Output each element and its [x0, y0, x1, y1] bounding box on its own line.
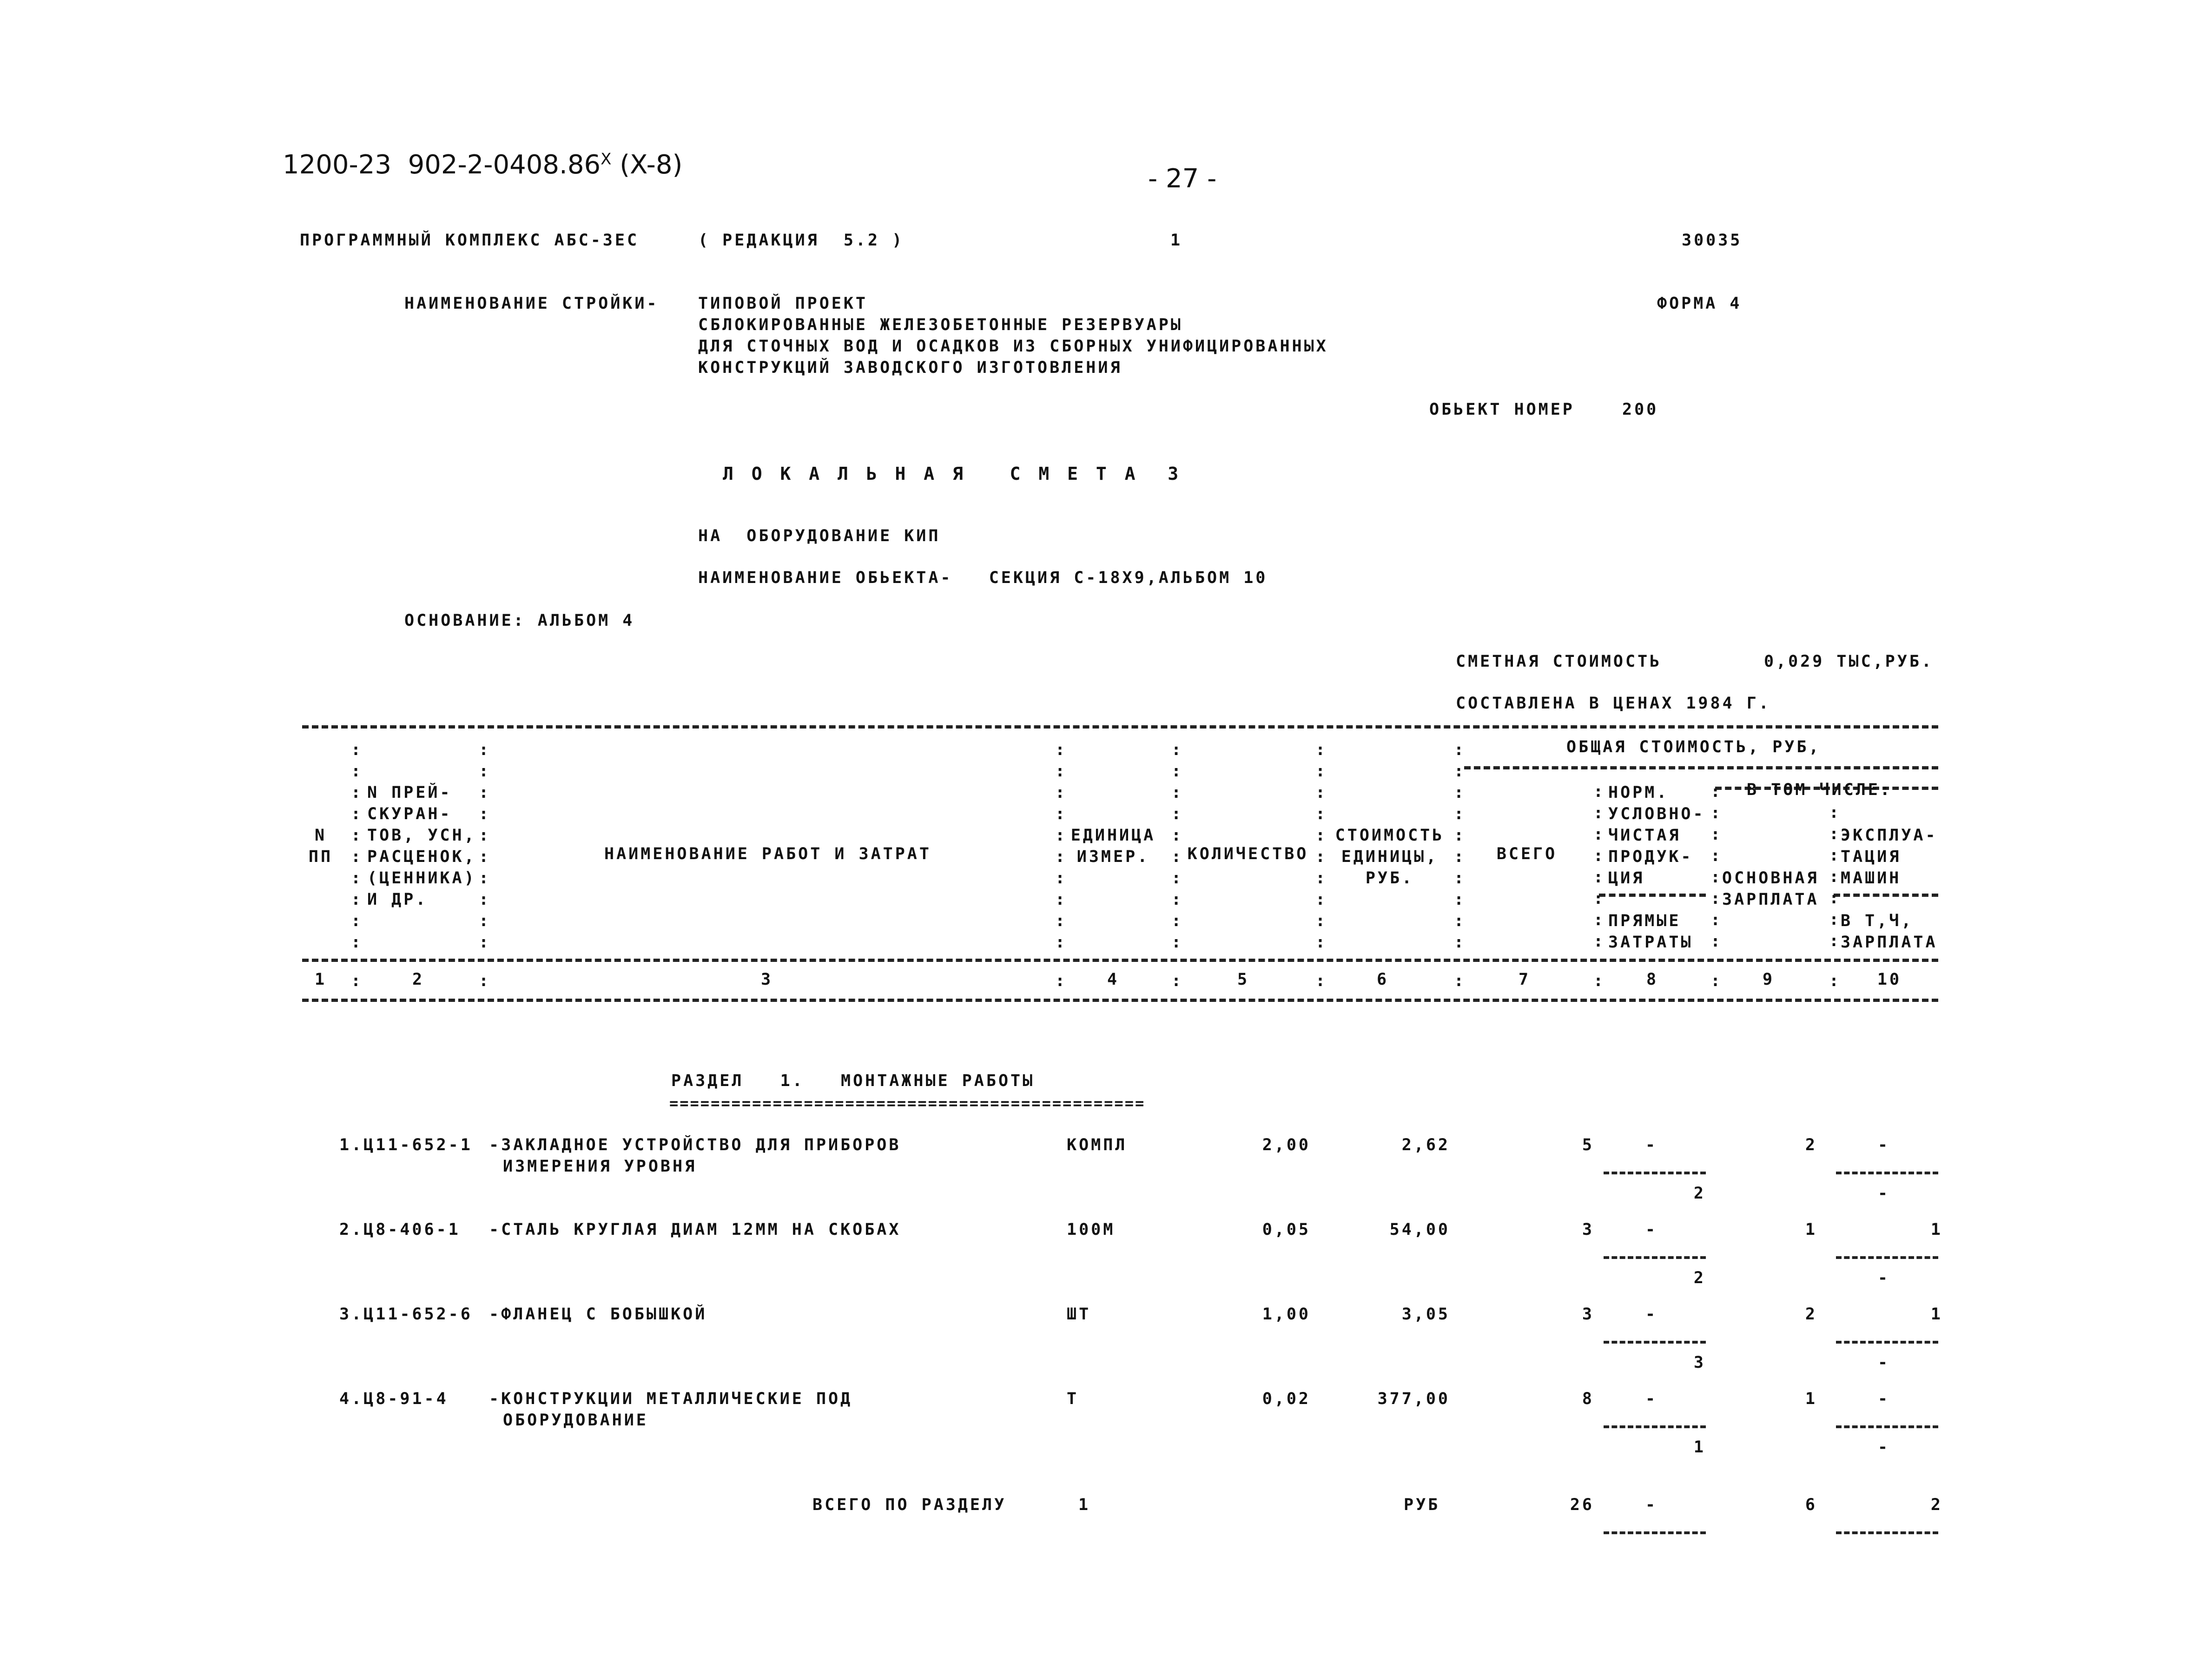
total-machines: 2	[1930, 1496, 1943, 1514]
row-machines: 1	[1930, 1305, 1943, 1324]
header-total-group: ОБЩАЯ СТОИМОСТЬ, РУБ,	[1566, 738, 1821, 756]
header-col1: N ПП	[308, 826, 333, 866]
price-level: СОСТАВЛЕНА В ЦЕНАХ 1984 Г.	[1456, 694, 1771, 713]
row-unit-price: 54,00	[1389, 1220, 1450, 1239]
row-name: -СТАЛЬ КРУГЛАЯ ДИАМ 12ММ НА СКОБАХ	[489, 1220, 901, 1239]
object-name: НАИМЕНОВАНИЕ ОБЬЕКТА- СЕКЦИЯ С-18Х9,АЛЬБОМ 10	[698, 569, 1268, 587]
construction-line-3: ДЛЯ СТОЧНЫХ ВОД И ОСАДКОВ ИЗ СБОРНЫХ УНИФИЦИРОВАННЫХ	[698, 337, 1328, 356]
basis: ОСНОВАНИЕ: АЛЬБОМ 4	[404, 611, 635, 630]
row-quantity: 0,05	[1262, 1220, 1311, 1239]
row-machine-wage: -	[1878, 1353, 1890, 1372]
row-machine-wage: -	[1878, 1438, 1890, 1457]
total-section: 1	[1078, 1496, 1091, 1514]
row-basic-wage: 1	[1805, 1220, 1817, 1239]
col-number-1: 1	[314, 970, 327, 989]
num-sep-1: :	[351, 972, 363, 990]
document-number: 30035	[1682, 231, 1743, 250]
col-separator-2: : : : : : : : : : :	[479, 741, 490, 952]
sheet-number: 1	[1170, 231, 1183, 250]
col-separator-1: : : : : : : : : : :	[351, 741, 363, 952]
row-basic-wage: 1	[1805, 1390, 1817, 1408]
row-code: 4.Ц8-91-4	[339, 1390, 449, 1408]
col-number-7: 7	[1518, 970, 1531, 989]
num-sep-9: :	[1829, 972, 1841, 990]
document-title: Л О К А Л Ь Н А Я С М Е Т А 3	[723, 464, 1182, 484]
table-top-rule	[302, 725, 1938, 729]
row-direct-costs: 3	[1693, 1353, 1706, 1372]
col-separator-3: : : : : : : : : : :	[1055, 741, 1067, 952]
row-basic-wage: 2	[1805, 1136, 1817, 1154]
construction-line-2: СБЛОКИРОВАННЫЕ ЖЕЛЕЗОБЕТОННЫЕ РЕЗЕРВУАРЫ	[698, 316, 1183, 334]
header-including: В ТОМ ЧИСЛЕ:	[1747, 781, 1892, 799]
row-fraction-line	[1604, 1172, 1706, 1174]
row-basic-wage: 2	[1805, 1305, 1817, 1324]
total-nuch: -	[1645, 1496, 1658, 1514]
col-separator-4: : : : : : : : : : :	[1171, 741, 1183, 952]
row-code: 3.Ц11-652-6	[339, 1305, 473, 1324]
col-separator-7: : : : : : : : :	[1593, 782, 1605, 951]
num-sep-4: :	[1171, 972, 1183, 990]
table-header-rule	[302, 959, 1938, 962]
row-direct-costs: 2	[1693, 1269, 1706, 1287]
num-sep-5: :	[1315, 972, 1327, 990]
num-sep-6: :	[1454, 972, 1466, 990]
row-name: -ФЛАНЕЦ С БОБЫШКОЙ	[489, 1305, 707, 1324]
construction-label: НАИМЕНОВАНИЕ СТРОЙКИ-	[404, 294, 659, 313]
row-nuch: -	[1645, 1305, 1658, 1324]
col-number-6: 6	[1376, 970, 1389, 989]
header-col9: ОСНОВНАЯ ЗАРПЛАТА	[1722, 869, 1819, 909]
col-number-4: 4	[1107, 970, 1120, 989]
form-label: ФОРМА 4	[1657, 294, 1742, 313]
row-name: -КОНСТРУКЦИИ МЕТАЛЛИЧЕСКИЕ ПОД	[489, 1390, 853, 1408]
total-fraction-line	[1836, 1531, 1938, 1534]
row-direct-costs: 2	[1693, 1184, 1706, 1203]
col-separator-9: : : : : : : :	[1829, 803, 1841, 950]
table-numbers-rule	[302, 999, 1938, 1002]
row-machine-wage: -	[1878, 1184, 1890, 1203]
row-name-cont: ОБОРУДОВАНИЕ	[503, 1411, 648, 1430]
row-fraction-line	[1604, 1341, 1706, 1344]
row-machine-wage: -	[1878, 1269, 1890, 1287]
page-number: - 27 -	[1148, 164, 1217, 194]
row-unit-price: 3,05	[1401, 1305, 1450, 1324]
num-sep-2: :	[479, 972, 490, 990]
program-name: ПРОГРАММНЫЙ КОМПЛЕКС АБС-3ЕС	[300, 231, 640, 250]
total-fraction-line	[1604, 1531, 1706, 1534]
total-unit: РУБ	[1404, 1496, 1440, 1514]
total-label: ВСЕГО ПО РАЗДЕЛУ	[812, 1496, 1007, 1514]
col-separator-8: : : : : : : : :	[1710, 782, 1722, 951]
col-number-10: 10	[1877, 970, 1902, 989]
row-code: 2.Ц8-406-1	[339, 1220, 461, 1239]
header-col2: N ПРЕЙ- СКУРАН- ТОВ, УСН, РАСЦЕНОК, (ЦЕННИКА) И ДР.	[367, 783, 476, 909]
row-quantity: 1,00	[1262, 1305, 1311, 1324]
row-fraction-line	[1836, 1256, 1938, 1259]
col-number-2: 2	[412, 970, 425, 989]
row-fraction-line	[1836, 1341, 1938, 1344]
num-sep-8: :	[1710, 972, 1722, 990]
header-col3: НАИМЕНОВАНИЕ РАБОТ И ЗАТРАТ	[604, 845, 931, 863]
row-total: 3	[1582, 1220, 1594, 1239]
construction-line-4: КОНСТРУКЦИЙ ЗАВОДСКОГО ИЗГОТОВЛЕНИЯ	[698, 358, 1123, 377]
total-value: 26	[1570, 1496, 1594, 1514]
program-edition: ( РЕДАКЦИЯ 5.2 )	[698, 231, 905, 250]
row-total: 8	[1582, 1390, 1594, 1408]
row-machines: -	[1878, 1390, 1890, 1408]
section-underline: ==============================================	[669, 1094, 1146, 1112]
row-nuch: -	[1645, 1390, 1658, 1408]
row-direct-costs: 1	[1693, 1438, 1706, 1457]
header-col10: ЭКСПЛУА- ТАЦИЯ МАШИН В Т,Ч, ЗАРПЛАТА	[1841, 826, 1938, 952]
header-col7: ВСЕГО	[1496, 845, 1558, 863]
row-nuch: -	[1645, 1220, 1658, 1239]
num-sep-3: :	[1055, 972, 1067, 990]
row-machines: -	[1878, 1136, 1890, 1154]
row-fraction-line	[1836, 1425, 1938, 1428]
row-quantity: 0,02	[1262, 1390, 1311, 1408]
row-quantity: 2,00	[1262, 1136, 1311, 1154]
row-unit: КОМПЛ	[1067, 1136, 1128, 1154]
row-unit-price: 377,00	[1377, 1390, 1450, 1408]
row-fraction-line	[1604, 1425, 1706, 1428]
header-col6: СТОИМОСТЬ ЕДИНИЦЫ, РУБ.	[1335, 826, 1445, 888]
object-number: 200	[1622, 400, 1659, 419]
row-name-cont: ИЗМЕРЕНИЯ УРОВНЯ	[503, 1157, 697, 1176]
col-number-8: 8	[1646, 970, 1659, 989]
col-number-5: 5	[1237, 970, 1250, 989]
cost-value: 0,029 ТЫС,РУБ.	[1764, 652, 1934, 671]
num-sep-7: :	[1593, 972, 1605, 990]
total-basic-wage: 6	[1805, 1496, 1817, 1514]
row-unit: Т	[1067, 1390, 1079, 1408]
col-number-9: 9	[1762, 970, 1775, 989]
header-col5: КОЛИЧЕСТВО	[1187, 845, 1309, 863]
row-nuch: -	[1645, 1136, 1658, 1154]
cost-label: СМЕТНАЯ СТОИМОСТЬ	[1456, 652, 1662, 671]
section-title: РАЗДЕЛ 1. МОНТАЖНЫЕ РАБОТЫ	[671, 1072, 1035, 1090]
construction-line-1: ТИПОВОЙ ПРОЕКТ	[698, 294, 868, 313]
document-code: 1200-23 $902-2-0408.86^X$ (X-8)	[283, 150, 683, 180]
row-fraction-line	[1836, 1172, 1938, 1174]
row-fraction-line	[1604, 1256, 1706, 1259]
row-name: -ЗАКЛАДНОЕ УСТРОЙСТВО ДЛЯ ПРИБОРОВ	[489, 1136, 901, 1154]
col-separator-5: : : : : : : : : : :	[1315, 741, 1327, 952]
col-separator-6: : : : : : : : : : :	[1454, 741, 1466, 952]
row-total: 5	[1582, 1136, 1594, 1154]
row-code: 1.Ц11-652-1	[339, 1136, 473, 1154]
row-machines: 1	[1930, 1220, 1943, 1239]
row-unit: ШТ	[1067, 1305, 1091, 1324]
estimate-subject: НА ОБОРУДОВАНИЕ КИП	[698, 527, 941, 545]
row-total: 3	[1582, 1305, 1594, 1324]
group-rule	[1464, 766, 1938, 769]
header-col4: ЕДИНИЦА ИЗМЕР.	[1070, 826, 1156, 866]
object-label: ОБЬЕКТ НОМЕР	[1429, 400, 1575, 419]
col-number-3: 3	[760, 970, 773, 989]
row-unit-price: 2,62	[1401, 1136, 1450, 1154]
header-col8: НОРМ. УСЛОВНО- ЧИСТАЯ ПРОДУК- ЦИЯ ПРЯМЫЕ ЗАТРАТЫ	[1608, 783, 1705, 952]
row-unit: 100М	[1067, 1220, 1116, 1239]
